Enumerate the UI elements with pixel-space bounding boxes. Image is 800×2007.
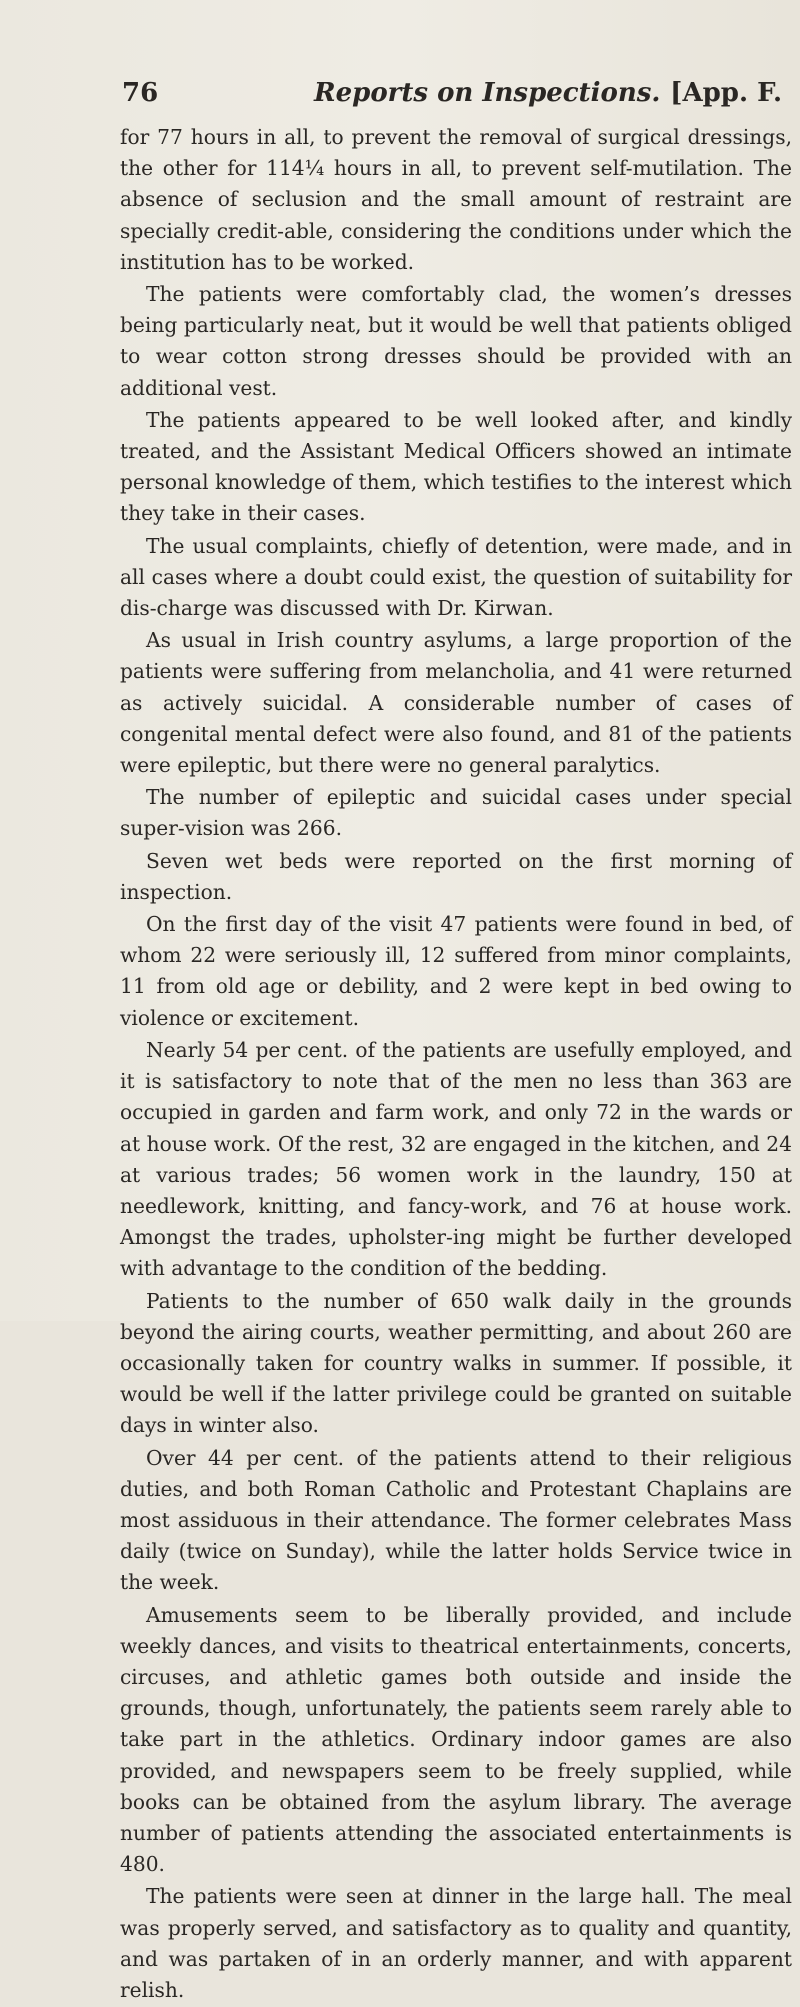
page-header (122, 78, 782, 114)
paragraph: Patients to the number of 650 walk daily in the grounds beyond the airing courts, weather permitting, and about 260 are occasionally taken for country walks in summer. If possible, it would be well if the latter privilege could be granted on suitable days in winter also. (120, 1288, 792, 1438)
paragraph: for 77 hours in all, to prevent the removal of surgical dressings, the other for 114¼ hours in all, to prevent self-mutilation. The absence of seclusion and the small amount of restraint are specially credit-able, considering the conditions under which the institution has to be worked. (120, 125, 792, 274)
running-title: Reports on Inspections. (314, 78, 661, 108)
paragraph: The patients were comfortably clad, the women’s dresses being particularly neat, but it would be well that patients obliged to wear cotton strong dresses should be provided with an additional vest. (120, 282, 792, 400)
paragraph: Over 44 per cent. of the patients attend to their religious duties, and both Roman Catholic and Protestant Chaplains are most assiduous in their attendance. The former celebrates Mass daily (twice on Sunday), while the latter holds Service twice in the week. (120, 1445, 792, 1595)
paragraph: Nearly 54 per cent. of the patients are usefully employed, and it is satisfactory to note that of the men no less than 363 are occupied in garden and farm work, and only 72 in the wards or at house work. Of the rest, 32 are engaged in the kitchen, and 24 at various trades; 56 women work in the laundry, 150 at needlework, knitting, and fancy-work, and 76 at house work. Amongst the trades, upholster-ing might be further developed with advantage to the condition of the bedding. (120, 1037, 792, 1281)
paragraph: The usual complaints, chiefly of detention, were made, and in all cases where a doubt could exist, the question of suitability for dis-charge was discussed with Dr. Kirwan. (120, 533, 792, 621)
paragraph: Amusements seem to be liberally provided, and include weekly dances, and visits to theatrical entertainments, concerts, circuses, and athletic games both outside and inside the grounds, though, unfortunately, the patients seem rarely able to take part in the athletics. Ordinary indoor games are also provided, and newspapers seem to be freely supplied, while books can be obtained from the asylum library. The average number of patients attending the associated entertainments is 480. (120, 1602, 792, 1877)
paragraph: Seven wet beds were reported on the first morning of inspection. (120, 848, 792, 904)
paragraph: The number of epileptic and suicidal cases under special super-vision was 266. (120, 785, 792, 841)
paragraph: As usual in Irish country asylums, a large proportion of the patients were suffering from melancholia, and 41 were returned as actively suicidal. A considerable number of cases of congenital mental defect were also found, and 81 of the patients were epileptic, but there were no general paralytics. (120, 628, 792, 778)
page-number: 76 (122, 78, 159, 108)
page-body (120, 122, 792, 2007)
paragraph: The patients were seen at dinner in the large hall. The meal was properly served, and satisfactory as to quality and quantity, and was partaken of in an orderly manner, and with apparent relish. (120, 1884, 792, 2002)
appendix-label: [App. F. (670, 78, 782, 108)
paragraph: The patients appeared to be well looked after, and kindly treated, and the Assistant Medical Officers showed an intimate personal knowledge of them, which testifies to the interest which they take in their cases. (120, 407, 792, 526)
paragraph: On the first day of the visit 47 patients were found in bed, of whom 22 were seriously ill, 12 suffered from minor complaints, 11 from old age or debility, and 2 were kept in bed owing to violence or excitement. (120, 912, 792, 1030)
